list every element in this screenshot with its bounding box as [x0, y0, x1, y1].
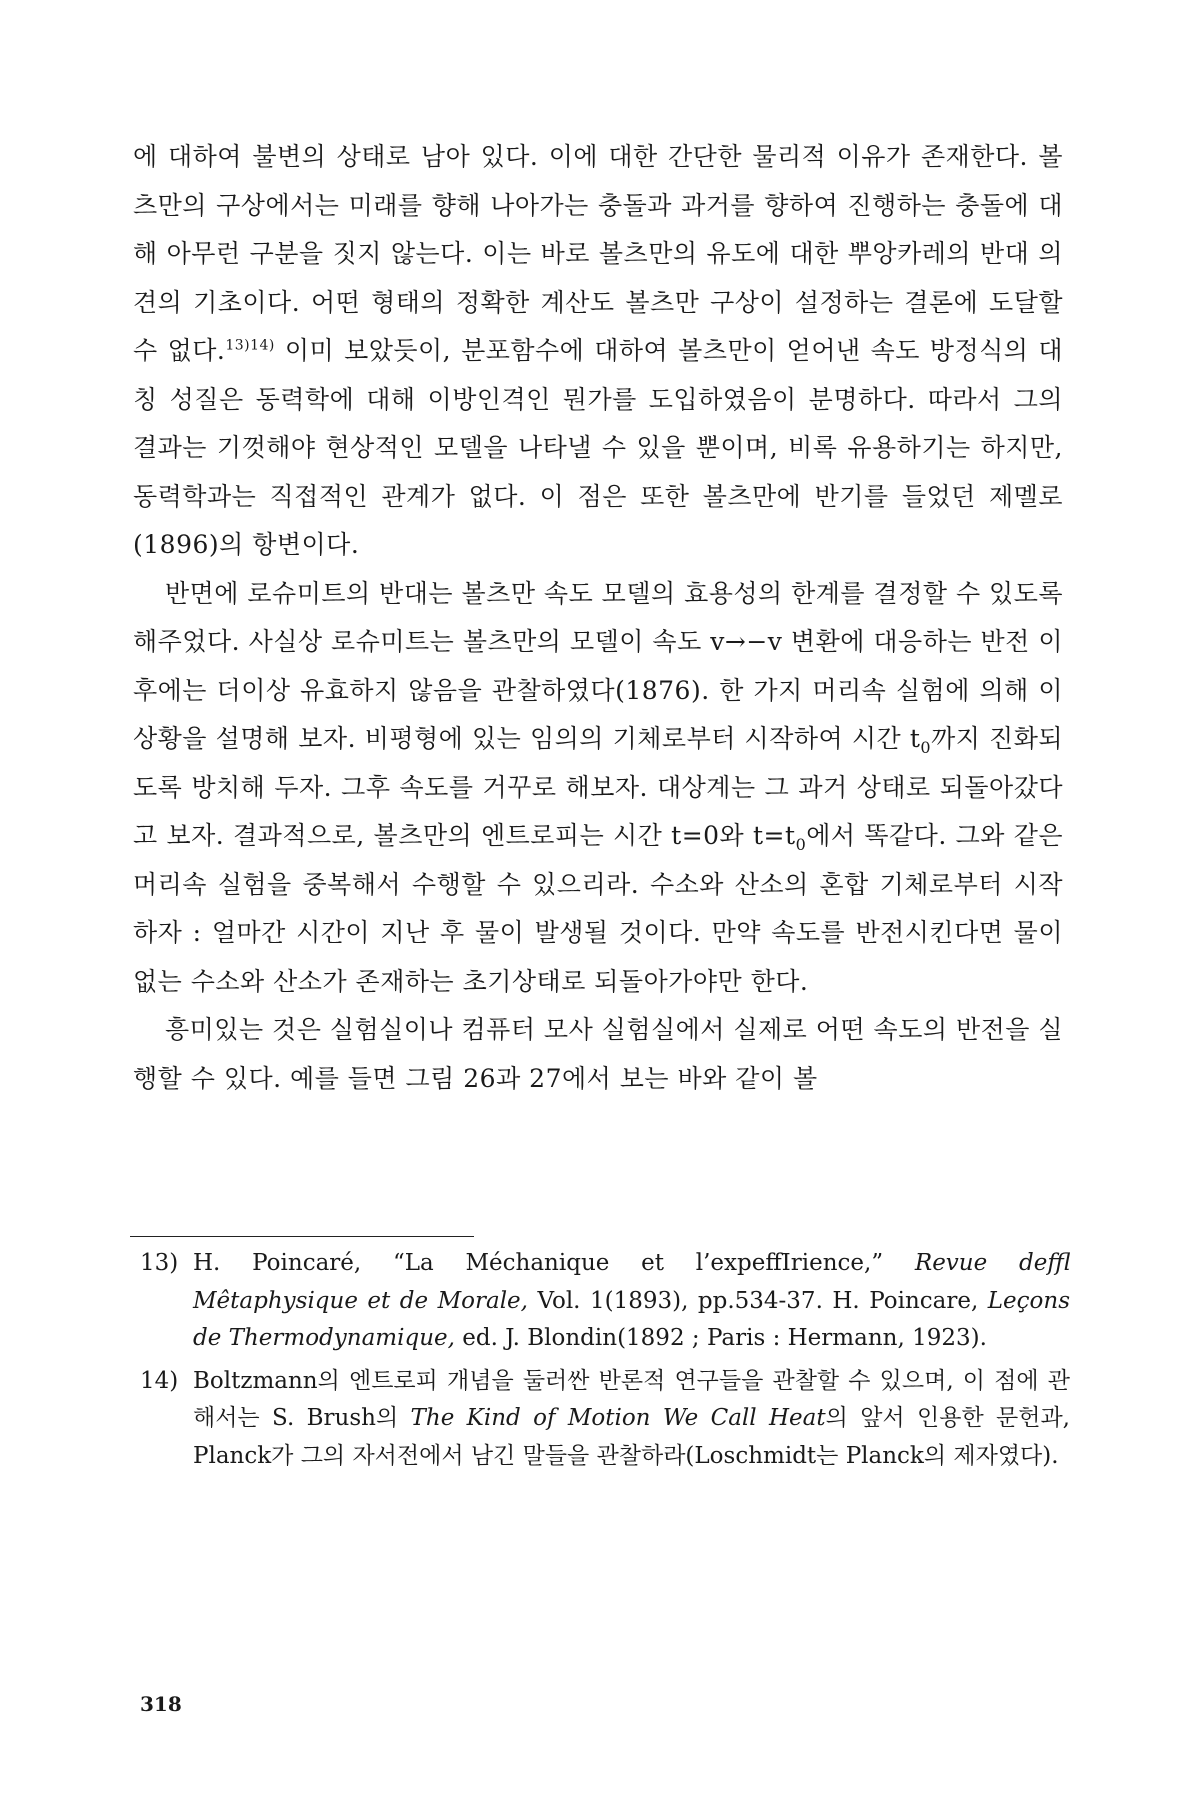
paragraph-3: [133, 1006, 1063, 1103]
footnote-divider: [130, 1236, 474, 1237]
text-segment: 반면에 로슈미트의 반대는 볼츠만 속도 모델의 효용성의 한계를 결정할 수 있도록 해주었다. 사실상 로슈미트는 볼츠만의 모델이 속도 v→−v 변환에 대응하는 반전 이후에는 더이상 유효하지 않음을 관찰하였다(1876). 한 가지 머리속 실험에 의해 이 상황을 설명해 보자. 비평형에 있는 임의의 기체로부터 시작하여 시간 t: [133, 578, 1063, 753]
footnote-13: [140, 1245, 1070, 1358]
text-segment: 흥미있는 것은 실험실이나 컴퓨터 모사 실험실에서 실제로 어떤 속도의 반전을 실행할 수 있다. 예를 들면 그림 26과 27에서 보는 바와 같이 볼: [133, 1015, 1063, 1093]
footnote-text: 의 앞서 인용한 문헌과, Planck가 그의 자서전에서 남긴 말들을 관찰하라(Loschmidt는 Planck의 제자였다).: [193, 1405, 1070, 1469]
footnote-reference: 13)14): [225, 337, 275, 354]
footnote-text: Vol. 1(1893), pp.534-37. H. Poincare,: [527, 1287, 988, 1314]
footnote-number: 13): [140, 1250, 179, 1276]
footnote-title: Revue deffl Mêtaphysique et de Morale,: [193, 1250, 1070, 1314]
subscript: 0: [795, 835, 807, 854]
footnote-text: Boltzmann의 엔트로피 개념을 둘러싼 반론적 연구들을 관찰할 수 있으며, 이 점에 관해서는 S. Brush의: [193, 1367, 1070, 1431]
page-number: 318: [140, 1692, 182, 1716]
text-segment: 이미 보았듯이, 분포함수에 대하여 볼츠만이 얻어낸 속도 방정식의 대칭 성질은 동력학에 대해 이방인격인 뭔가를 도입하였음이 분명하다. 따라서 그의 결과는 기껏해야 현상적인 모델을 나타낼 수 있을 뿐이며, 비록 유용하기는 하지만, 동력학과는 직접적인 관계가 없다. 이 점은 또한 볼츠만에 반기를 들었던 제멜로(1896)의 항변이다.: [133, 336, 1063, 559]
subscript: 0: [920, 738, 932, 757]
footnote-number: 14): [140, 1367, 179, 1394]
footnotes: [140, 1245, 1070, 1480]
footnote-text: H. Poincaré, “La Méchanique et l’expeffIrience,”: [193, 1250, 915, 1276]
footnote-title: The Kind of Motion We Call Heat: [410, 1405, 826, 1431]
text-segment: 에 대하여 불변의 상태로 남아 있다. 이에 대한 간단한 물리적 이유가 존재한다. 볼츠만의 구상에서는 미래를 향해 나아가는 충돌과 과거를 향하여 진행하는 충돌에 대해 아무런 구분을 짓지 않는다. 이는 바로 볼츠만의 유도에 대한 뿌앙카레의 반대 의견의 기초이다. 어떤 형태의 정확한 계산도 볼츠만 구상이 설정하는 결론에 도달할 수 없다.: [133, 142, 1063, 365]
footnote-14: [140, 1363, 1070, 1476]
footnote-body: [193, 1363, 1070, 1476]
text-segment: 까지 진화되도록 방치해 두자. 그후 속도를 거꾸로 해보자. 대상계는 그 과거 상태로 되돌아갔다고 보자. 결과적으로, 볼츠만의 엔트로피는 시간 t=0와 t=t: [133, 724, 1063, 850]
footnote-title: Leçons de Thermodynamique,: [193, 1287, 1070, 1351]
footnote-body: [193, 1245, 1070, 1358]
footnote-text: ed. J. Blondin(1892 ; Paris : Hermann, 1923).: [454, 1325, 987, 1351]
text-segment: 에서 똑같다. 그와 같은 머리속 실험을 중복해서 수행할 수 있으리라. 수소와 산소의 혼합 기체로부터 시작하자 : 얼마간 시간이 지난 후 물이 발생될 것이다. 만약 속도를 반전시킨다면 물이 없는 수소와 산소가 존재하는 초기상태로 되돌아가야만 한다.: [133, 821, 1063, 996]
paragraph-1: [133, 133, 1063, 570]
paragraph-2: [133, 570, 1063, 1007]
main-text: [133, 133, 1063, 1103]
